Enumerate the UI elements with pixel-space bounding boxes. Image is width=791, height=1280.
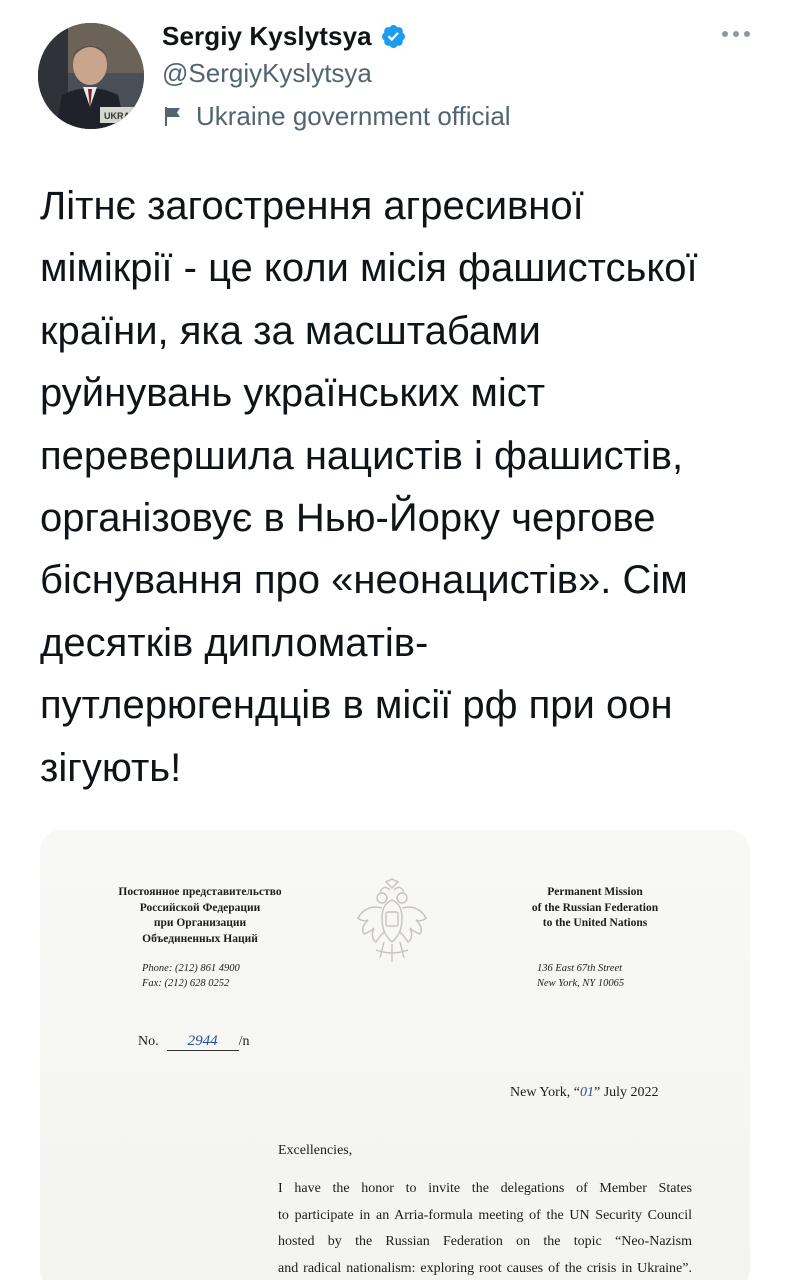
letter-left-contact bbox=[142, 961, 240, 991]
letter-date-suffix: ” July 2022 bbox=[594, 1085, 659, 1100]
letter-body-line: and radical nationalism: exploring root causes of the crisis in Ukraine”. bbox=[278, 1260, 692, 1276]
tweet-text-line: Літнє загострення агресивної bbox=[40, 184, 584, 228]
tweet-text-line: десятків дипломатів- bbox=[40, 620, 429, 665]
government-label-text: Ukraine government official bbox=[196, 100, 511, 131]
attached-image[interactable] bbox=[40, 830, 750, 1280]
letter-left-header bbox=[95, 885, 305, 947]
avatar-nameplate: UKRA bbox=[104, 111, 130, 121]
author-handle[interactable]: @SergiyKyslytsya bbox=[162, 58, 372, 88]
letter-contact-line: Phone: (212) 861 4900 bbox=[142, 963, 240, 974]
tweet-text-line: біснування про «неонацистів». Сім bbox=[40, 558, 688, 603]
letter-date bbox=[510, 1085, 659, 1101]
letter-document bbox=[40, 830, 750, 1280]
government-label[interactable] bbox=[162, 100, 511, 132]
letter-number-suffix: /n bbox=[238, 1034, 250, 1049]
tweet-text-line: мімікрії - це коли місія фашистської bbox=[40, 246, 698, 291]
letter-body-line: hosted by the Russian Federation on the topic “Neo-Nazism bbox=[278, 1234, 692, 1249]
letter-number-row bbox=[138, 1033, 250, 1051]
letter-right-contact bbox=[537, 961, 624, 991]
letter-body bbox=[278, 1176, 692, 1280]
letter-header-line: of the Russian Federation bbox=[531, 901, 659, 914]
avatar[interactable] bbox=[38, 23, 144, 129]
letter-salutation: Excellencies, bbox=[278, 1143, 353, 1158]
letter-body-line: to participate in an Arria-formula meeting of the UN Security Council bbox=[278, 1207, 692, 1223]
letter-header-line: to the United Nations bbox=[542, 917, 648, 929]
tweet-text-line: руйнувань українських міст bbox=[40, 371, 546, 416]
letter-contact-line: 136 East 67th Street bbox=[537, 963, 623, 974]
tweet-text-line: перевершила нацистів і фашистів, bbox=[40, 433, 684, 478]
letter-contact-line: New York, NY 10065 bbox=[537, 978, 625, 989]
verified-badge-icon bbox=[380, 23, 407, 50]
letter-header-line: Постоянное представительство bbox=[118, 886, 282, 898]
letter-date-prefix: New York, “ bbox=[510, 1085, 580, 1100]
author-name-row bbox=[162, 18, 407, 54]
letter-header-line: Российской Федерации bbox=[139, 901, 261, 914]
more-options-button[interactable] bbox=[716, 22, 756, 46]
flag-icon bbox=[162, 105, 184, 127]
letter-date-day: 01 bbox=[580, 1085, 594, 1100]
letter-body-line: I have the honor to invite the delegations of Member States bbox=[278, 1181, 692, 1196]
tweet-text-line: країни, яка за масштабами bbox=[40, 308, 541, 353]
coat-of-arms-emblem bbox=[352, 878, 432, 964]
letter-contact-line: Fax: (212) 628 0252 bbox=[142, 978, 230, 989]
avatar-photo bbox=[38, 23, 144, 129]
letter-header-line: Permanent Mission bbox=[547, 886, 643, 898]
letter-header-line: при Организации bbox=[153, 917, 247, 929]
author-display-name[interactable]: Sergiy Kyslytsya bbox=[162, 20, 372, 51]
tweet-text-line: путлерюгендців в місії рф при оон bbox=[40, 683, 673, 728]
letter-number-prefix: No. bbox=[138, 1034, 159, 1049]
tweet-text bbox=[40, 175, 760, 799]
tweet-text-line: організовує в Нью-Йорку чергове bbox=[40, 496, 656, 541]
letter-right-header bbox=[500, 885, 690, 932]
tweet-text-line: зігують! bbox=[40, 745, 182, 790]
letter-number-value: 2944 bbox=[167, 1033, 239, 1051]
more-dots-icon bbox=[721, 30, 751, 38]
letter-header-line: Объединенных Наций bbox=[142, 932, 258, 945]
